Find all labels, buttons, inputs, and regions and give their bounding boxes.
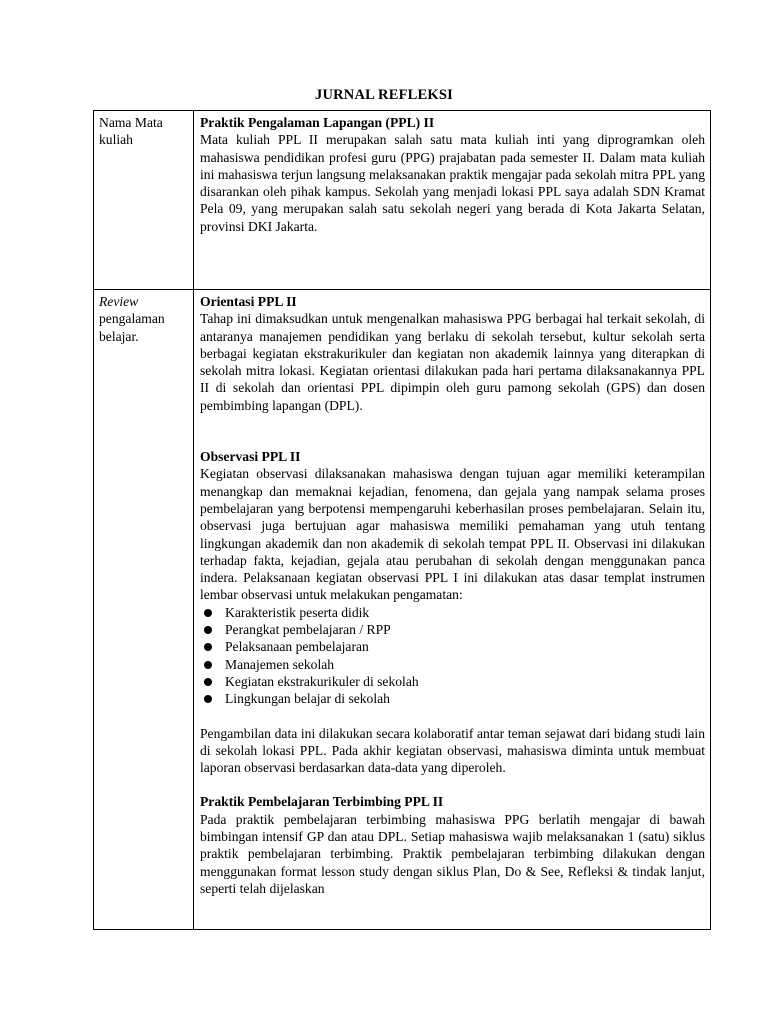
- orientasi-heading: Orientasi PPL II: [200, 294, 297, 309]
- content-cell-course: [194, 111, 711, 290]
- list-item: [200, 656, 705, 673]
- course-heading: Praktik Pengalaman Lapangan (PPL) II: [200, 115, 435, 130]
- observasi-heading: Observasi PPL II: [200, 449, 301, 465]
- bullet-text: Lingkungan belajar di sekolah: [225, 691, 390, 707]
- bullet-text: Karakteristik peserta didik: [225, 604, 370, 620]
- bullet-icon: [204, 609, 212, 617]
- orientasi-paragraph: Tahap ini dimaksudkan untuk mengenalkan mahasiswa PPG berbagai hal terkait sekolah, di antaranya manajemen pendidikan yang berlaku di sekolah tersebut, kultur sekolah serta berbagai kegiatan ekstrakurikuler dan kegiatan non akademik lainnya yang diterapkan di sekolah mitra lokasi. Kegiatan orientasi dilakukan pada hari pertama dilaksanakannya PPL II di sekolah dan orientasi PPL dipimpin oleh guru pamong sekolah (GPS) dan dosen pembimbing lapangan (DPL).: [200, 311, 705, 413]
- bullet-text: Pelaksanaan pembelajaran: [225, 639, 369, 655]
- bullet-icon: [204, 626, 212, 634]
- content-cell-review: [194, 290, 711, 930]
- bullet-icon: [204, 643, 212, 651]
- bullet-icon: [204, 678, 212, 686]
- observasi-bullet-list: [200, 604, 705, 708]
- page-title: JURNAL REFLEKSI: [315, 87, 453, 103]
- bullet-text: Kegiatan ekstrakurikuler di sekolah: [225, 673, 419, 689]
- list-item: [200, 604, 705, 621]
- list-item: [200, 690, 705, 707]
- course-label: Nama Mata kuliah: [99, 115, 163, 148]
- bullet-icon: [204, 661, 212, 669]
- table-row-course: [94, 111, 711, 290]
- review-label-rest: pengalaman belajar.: [99, 311, 165, 344]
- praktik-heading: Praktik Pembelajaran Terbimbing PPL II: [200, 794, 444, 810]
- list-item: [200, 621, 705, 638]
- review-label-italic: Review: [99, 294, 139, 309]
- list-item: [200, 638, 705, 655]
- praktik-paragraph: Pada praktik pembelajaran terbimbing mahasiswa PPG berlatih mengajar di bawah bimbingan intensif GP dan atau DPL. Setiap mahasiswa wajib melaksanakan 1 (satu) siklus praktik pembelajaran terbimbing. Praktik pembelajaran terbimbing dilakukan dengan menggunakan format lesson study dengan siklus Plan, Do & See, Refleksi & tindak lanjut, seperti telah dijelaskan: [200, 811, 705, 896]
- reflection-table: [93, 110, 711, 930]
- bullet-text: Manajemen sekolah: [225, 656, 335, 672]
- course-description: Mata kuliah PPL II merupakan salah satu mata kuliah inti yang diprogramkan oleh mahasiswa pendidikan profesi guru (PPG) prajabatan pada semester II. Dalam mata kuliah ini mahasiswa terjun langsung melaksanakan praktik mengajar pada sekolah mitra PPL yang disarankan oleh pihak kampus. Sekolah yang menjadi lokasi PPL saya adalah SDN Kramat Pela 09, yang merupakan salah satu sekolah negeri yang berada di Kota Jakarta Selatan, provinsi DKI Jakarta.: [200, 132, 705, 234]
- label-cell-review: [94, 290, 194, 930]
- observasi-paragraph: Kegiatan observasi dilaksanakan mahasiswa dengan tujuan agar memiliki keterampilan menangkap dan memaknai kejadian, fenomena, dan gejala yang nampak selama proses pembelajaran yang berpotensi mempengaruhi keberhasilan proses pembelajaran. Selain itu, observasi juga bertujuan agar mahasiswa memiliki pemahaman yang utuh tentang lingkungan akademik dan non akademik di sekolah tempat PPL II. Observasi ini dilakukan terhadap fakta, kejadian, gejala atau perubahan di sekolah dengan menggunakan panca indera. Pelaksanaan kegiatan observasi PPL I ini dilakukan atas dasar templat instrumen lembar observasi untuk melakukan pengamatan:: [200, 466, 705, 603]
- observasi-closing-paragraph: Pengambilan data ini dilakukan secara kolaboratif antar teman sejawat dari bidang studi lain di sekolah lokasi PPL. Pada akhir kegiatan observasi, mahasiswa diminta untuk membuat laporan observasi berdasarkan data-data yang diperoleh.: [200, 725, 705, 776]
- table-row-review: [94, 290, 711, 930]
- bullet-text: Perangkat pembelajaran / RPP: [225, 622, 391, 638]
- list-item: [200, 673, 705, 690]
- bullet-icon: [204, 695, 212, 703]
- label-cell-course: [94, 111, 194, 290]
